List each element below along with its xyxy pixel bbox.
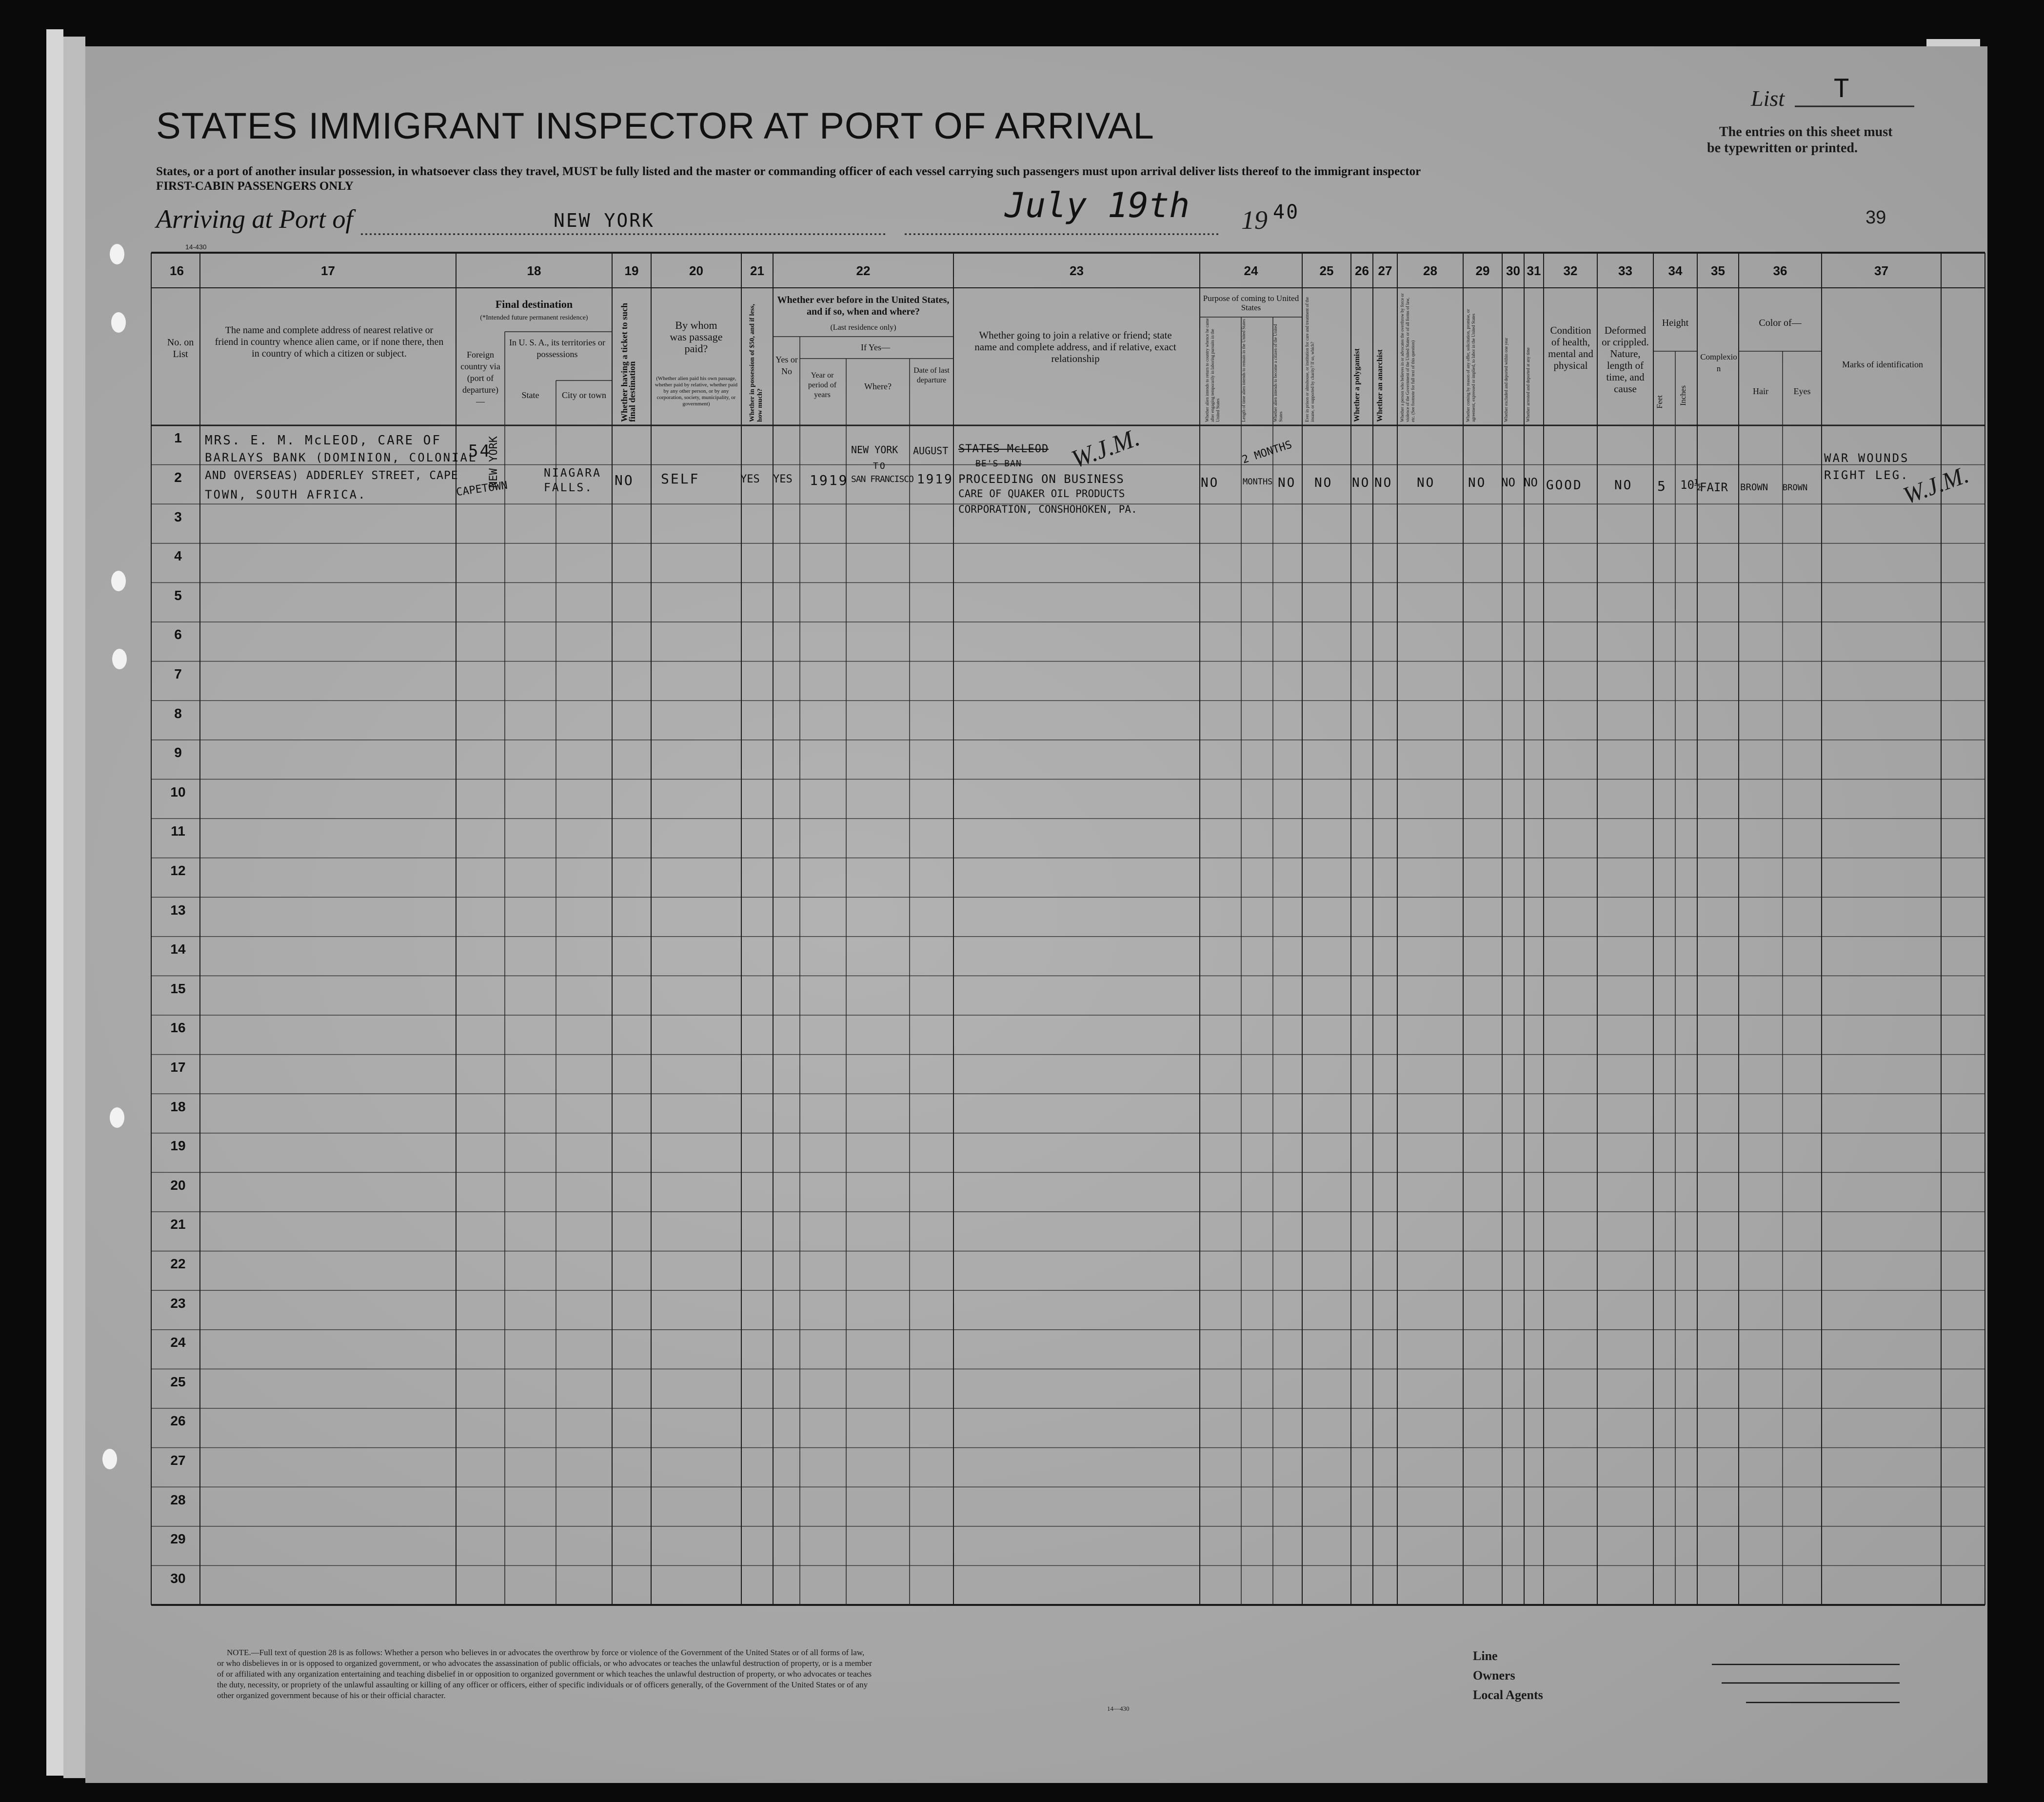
header-foreign-country: Foreign country via (port of departure)— — [460, 350, 500, 406]
port-value: NEW YORK — [554, 210, 655, 231]
header-last-residence: (Last residence only) — [830, 323, 896, 332]
where-value: TO — [873, 461, 887, 471]
column-number: 36 — [1773, 263, 1787, 278]
year-value: 1919 — [810, 472, 849, 488]
header-length-stay: Length of time alien intends to remain in the United States — [1241, 319, 1246, 422]
header-final-destination: Final destination — [495, 298, 573, 310]
excluded-value: NO — [1501, 476, 1515, 489]
row-number: 6 — [174, 627, 182, 642]
typewritten-note: The entries on this sheet must — [1719, 124, 1893, 140]
where-value: NEW YORK — [851, 444, 898, 456]
header-in-usa: In U. S. A., its territories or possessions — [509, 338, 605, 359]
column-number: 27 — [1378, 263, 1392, 278]
relative-address-line: AND OVERSEAS) ADDERLEY STREET, CAPE — [205, 469, 458, 482]
join-struck-text: BE'S BAN — [975, 459, 1022, 469]
hair-value: BROWN — [1740, 482, 1768, 493]
header-where: Where? — [864, 381, 892, 391]
row-number: 17 — [170, 1059, 186, 1075]
overthrow-value: NO — [1417, 476, 1435, 490]
column-number: 30 — [1506, 263, 1520, 278]
state-value: NEW YORK — [488, 436, 500, 488]
passage-paid-value: SELF — [661, 471, 700, 487]
join-relative-line: PROCEEDING ON BUSINESS — [958, 472, 1124, 486]
header-yes-or-no: Yes or No — [775, 355, 798, 376]
departure-year: 1919 — [917, 472, 953, 487]
form-code: 14-430 — [185, 243, 207, 251]
row-number: 23 — [170, 1295, 186, 1311]
header-passage-paid-note: (Whether alien paid his own passage, whether paid by relative, whether paid by any other person, or by any corporation, society, municipality, or government) — [655, 376, 738, 407]
year-suffix: 40 — [1273, 201, 1300, 223]
header-final-destination-note: (*Intended future permanent residence) — [480, 314, 588, 321]
row-number: 9 — [174, 745, 182, 761]
header-health: Condition of health, mental and physical — [1548, 324, 1593, 371]
header-purpose: Purpose of coming to United States — [1203, 294, 1299, 312]
row-number: 8 — [174, 705, 182, 721]
join-relative-line: CORPORATION, CONSHOHOKEN, PA. — [958, 503, 1137, 515]
header-excluded: Whether excluded and deported within one year — [1504, 338, 1508, 422]
header-nearest-relative: The name and complete address of nearest relative or friend in country whence alien came, or if none there, then in country of which a citizen or subject. — [215, 325, 444, 359]
row-number: 25 — [170, 1374, 186, 1389]
row-number: 2 — [174, 469, 182, 485]
money-value: YES — [740, 473, 760, 485]
owners-label: Owners — [1473, 1668, 1515, 1682]
row-number: 16 — [170, 1020, 186, 1036]
row-number: 12 — [170, 862, 186, 878]
row-number: 1 — [174, 430, 182, 446]
header-eyes: Eyes — [1793, 386, 1811, 396]
column-number: 25 — [1319, 263, 1334, 278]
citizen-value: NO — [1278, 476, 1296, 490]
footnote-line: of or affiliated with any organization entertaining and teaching disbelief in or opposition to organized government or which teaches the unlawful destruction of property, or who advocates or teaches — [217, 1669, 872, 1679]
header-overthrow: Whether a person who believes in or advocates the overthrow by force or violence of the Government of the United States or of all forms of law, etc. (See footnote for full text of this question) — [1400, 293, 1415, 422]
line-label: Line — [1473, 1649, 1498, 1663]
column-number: 23 — [1070, 263, 1084, 278]
footnote-line: NOTE.—Full text of question 28 is as follows: Whether a person who believes in or advocates the overthrow by force or violence of the Government of the United States or of all forms of law, — [227, 1648, 865, 1657]
typewritten-note: be typewritten or printed. — [1707, 140, 1858, 156]
row-number: 18 — [170, 1099, 186, 1114]
arrested-value: NO — [1524, 476, 1538, 489]
header-offer: Whether coming by reason of any offer, solicitation, promise, or agreement, expressed or implied, to labor in the United States — [1466, 309, 1476, 422]
row-number: 7 — [174, 666, 182, 681]
header-marks: Marks of identification — [1842, 360, 1923, 369]
column-number: 18 — [527, 263, 541, 278]
row-number: 5 — [174, 587, 182, 603]
deformed-value: NO — [1614, 478, 1633, 493]
inspector-initials: W.J.M. — [1068, 423, 1144, 474]
header-hair: Hair — [1753, 386, 1768, 396]
form-title: STATES IMMIGRANT INSPECTOR AT PORT OF ARRIVAL — [156, 105, 1154, 147]
column-number: 21 — [750, 263, 764, 278]
header-passage-paid: By whom was passage paid? — [670, 319, 723, 355]
row-number: 14 — [170, 941, 186, 957]
header-no-on-list: No. on List — [167, 337, 194, 360]
footnote-line: the duty, necessity, or propriety of the unlawful assaulting or killing of any officer or officers, either of specific individuals or of officers generally, of the Government of the United States or of any — [217, 1680, 868, 1689]
column-number: 31 — [1527, 263, 1541, 278]
column-number: 37 — [1874, 263, 1888, 278]
column-number: 16 — [170, 263, 184, 278]
join-relative-line: CARE OF QUAKER OIL PRODUCTS — [958, 488, 1125, 500]
where-value: SAN FRANCISCO — [851, 474, 913, 484]
form-instructions: States, or a port of another insular possession, in whatsoever class they travel, MUST be fully listed and the master or commanding officer of each vessel carrying such passengers must upon arrival deliver lists thereof to the immigrant inspector — [156, 165, 1421, 178]
row-number: 27 — [170, 1452, 186, 1468]
length-stay-value: MONTHS — [1243, 477, 1273, 487]
column-number: 28 — [1423, 263, 1437, 278]
column-number: 32 — [1563, 263, 1578, 278]
header-deformed: Deformed or crippled. Nature, length of time, and cause — [1602, 324, 1649, 395]
row-number: 13 — [170, 902, 186, 918]
relative-address-line: MRS. E. M. McLEOD, CARE OF — [205, 433, 441, 448]
header-ever-before: Whether ever before in the United States, and if so, when and where? — [777, 295, 950, 317]
row-number: 28 — [170, 1492, 186, 1507]
relative-address-line: BARLAYS BANK (DOMINION, COLONIAL — [205, 451, 477, 464]
row-number: 11 — [171, 823, 185, 839]
row-number: 15 — [170, 981, 186, 996]
header-prison: Ever in prison or almshouse, or institution for care and treatment of the insane, or supported by charity? If so, which? — [1305, 297, 1315, 422]
header-join-relative: Whether going to join a relative or friend; state name and complete address, and if relative, exact relationship — [974, 329, 1176, 364]
marks-value: RIGHT LEG. — [1824, 468, 1909, 482]
arriving-label: Arriving at Port of — [156, 204, 353, 234]
column-number: 19 — [624, 263, 639, 278]
class-note: FIRST-CABIN PASSENGERS ONLY — [156, 180, 354, 193]
header-ticket: Whether having a ticket to such final destination — [619, 302, 637, 422]
column-number: 22 — [856, 263, 871, 278]
footer-form-code: 14—430 — [1107, 1705, 1130, 1712]
column-number: 17 — [321, 263, 335, 278]
column-number: 26 — [1355, 263, 1369, 278]
arrival-date: July 19th — [1005, 185, 1190, 225]
list-value: T — [1834, 74, 1851, 103]
header-polygamist: Whether a polygamist — [1353, 348, 1361, 422]
row-number: 4 — [174, 548, 182, 564]
year-prefix: 19 — [1241, 205, 1268, 235]
row-number: 22 — [170, 1256, 186, 1271]
ever-before-value: YES — [773, 473, 793, 485]
eyes-value: BROWN — [1783, 483, 1808, 493]
row-number: 30 — [170, 1570, 186, 1586]
city-value: NIAGARA FALLS. — [544, 467, 601, 494]
stay-note: 2 MONTHS — [1240, 439, 1294, 466]
header-city-or-town: City or town — [561, 390, 606, 400]
header-arrested: Whether arrested and deported at any time — [1526, 347, 1530, 422]
marks-value: WAR WOUNDS — [1824, 451, 1909, 465]
list-label: List — [1751, 86, 1785, 111]
row-number: 3 — [174, 509, 182, 524]
column-number: 35 — [1711, 263, 1725, 278]
polygamist-value: NO — [1352, 476, 1370, 490]
page-number: 39 — [1865, 207, 1886, 228]
footnote-line: or who disbelieves in or is opposed to organized government, or who advocates the assassination of public officials, or who advocates or teaches the unlawful destruction of property, or is a member — [217, 1659, 872, 1668]
column-number: 29 — [1475, 263, 1490, 278]
row-number: 24 — [170, 1335, 186, 1350]
row-number: 26 — [170, 1413, 186, 1429]
row-number: 10 — [170, 784, 186, 800]
header-height: Height — [1662, 318, 1689, 328]
prison-value: NO — [1314, 476, 1333, 490]
feet-value: 5 — [1657, 478, 1667, 494]
join-struck-text: STATES McLEOD — [958, 443, 1049, 455]
complexion-value: FAIR — [1700, 481, 1728, 494]
header-state: State — [521, 390, 539, 400]
foreign-country-mark: 54 — [468, 441, 491, 461]
header-intends-citizen: Whether alien intends to become a citizen of the United States — [1273, 324, 1283, 422]
header-color-of: Color of— — [1759, 318, 1802, 328]
health-value: GOOD — [1546, 478, 1583, 493]
header-anarchist: Whether an anarchist — [1376, 349, 1384, 422]
header-date-departure: Date of last departure — [913, 366, 950, 384]
anarchist-value: NO — [1374, 476, 1393, 490]
foreign-country-value: CAPETOWN — [455, 479, 509, 499]
header-possession-money: Whether in possession of $50, and if less, how much? — [749, 303, 764, 422]
header-if-yes: If Yes— — [860, 342, 890, 352]
local-agents-label: Local Agents — [1473, 1688, 1543, 1702]
footnote-line: other organized government because of his or their official character. — [217, 1691, 446, 1700]
inches-value: 10½ — [1680, 478, 1702, 492]
header-year-period: Year or period of years — [808, 371, 837, 399]
purpose-return-value: NO — [1201, 476, 1219, 490]
column-number: 24 — [1244, 263, 1258, 278]
departure-month: AUGUST — [913, 445, 949, 457]
header-intends-return: Whether alien intends to return to country whence he came after engaging temporarily in laboring pursuits in the United States — [1205, 318, 1220, 422]
header-inches: Inches — [1679, 385, 1687, 406]
ticket-value: NO — [615, 472, 634, 488]
row-number: 20 — [170, 1177, 186, 1193]
column-number: 20 — [689, 263, 703, 278]
row-number: 19 — [170, 1138, 186, 1154]
header-feet: Feet — [1656, 395, 1664, 409]
column-number: 34 — [1668, 263, 1683, 278]
inspector-initials: W.J.M. — [1899, 461, 1972, 509]
relative-address-line: TOWN, SOUTH AFRICA. — [205, 488, 367, 501]
column-number: 33 — [1618, 263, 1632, 278]
row-number: 29 — [170, 1531, 186, 1547]
header-complexion: Complexion — [1700, 352, 1737, 373]
offer-value: NO — [1468, 476, 1487, 490]
row-number: 21 — [170, 1217, 186, 1232]
